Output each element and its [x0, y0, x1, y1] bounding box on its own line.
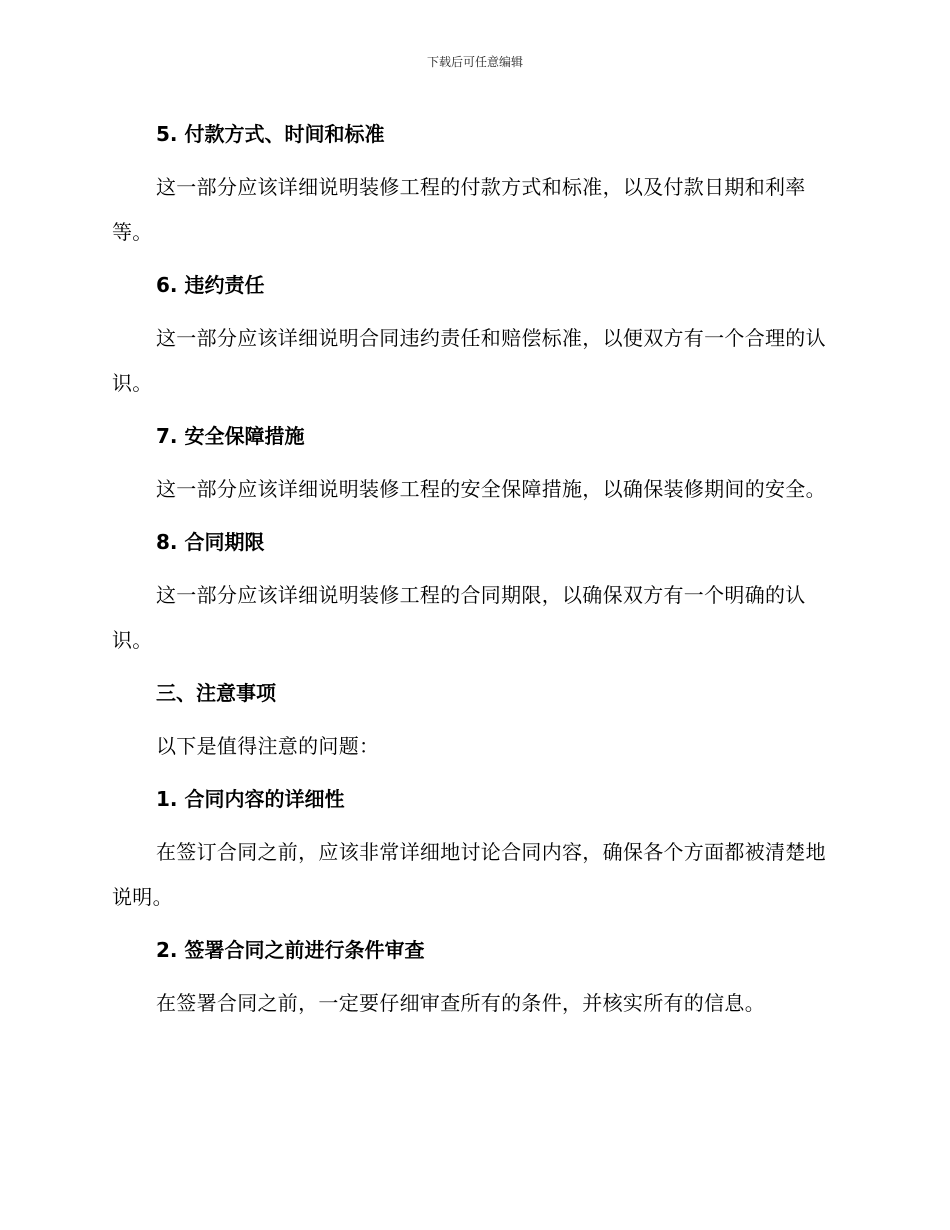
paragraph-term: 这一部分应该详细说明装修工程的合同期限，以确保双方有一个明确的认识。: [112, 583, 806, 652]
paragraph-detail: 在签订合同之前，应该非常详细地讨论合同内容，确保各个方面都被清楚地说明。: [112, 840, 826, 909]
section-heading-breach: 6. 违约责任: [156, 273, 265, 297]
paragraph-notes-intro: 以下是值得注意的问题：: [156, 734, 380, 758]
section-heading-review: 2. 签署合同之前进行条件审查: [156, 938, 425, 962]
page-header: 下载后可任意编辑: [426, 55, 523, 69]
section-heading-term: 8. 合同期限: [156, 530, 265, 554]
paragraph-breach: 这一部分应该详细说明合同违约责任和赔偿标准，以便双方有一个合理的认识。: [112, 326, 826, 395]
section-heading-safety: 7. 安全保障措施: [156, 424, 305, 448]
section-heading-detail: 1. 合同内容的详细性: [156, 787, 345, 811]
paragraph-payment: 这一部分应该详细说明装修工程的付款方式和标准，以及付款日期和利率等。: [112, 175, 806, 244]
section-heading-notes: 三、注意事项: [156, 681, 276, 705]
paragraph-safety: 这一部分应该详细说明装修工程的安全保障措施，以确保装修期间的安全。: [156, 477, 826, 501]
paragraph-review: 在签署合同之前，一定要仔细审查所有的条件，并核实所有的信息。: [156, 991, 765, 1015]
document-body: [112, 112, 832, 1034]
section-heading-payment: 5. 付款方式、时间和标准: [156, 122, 385, 146]
